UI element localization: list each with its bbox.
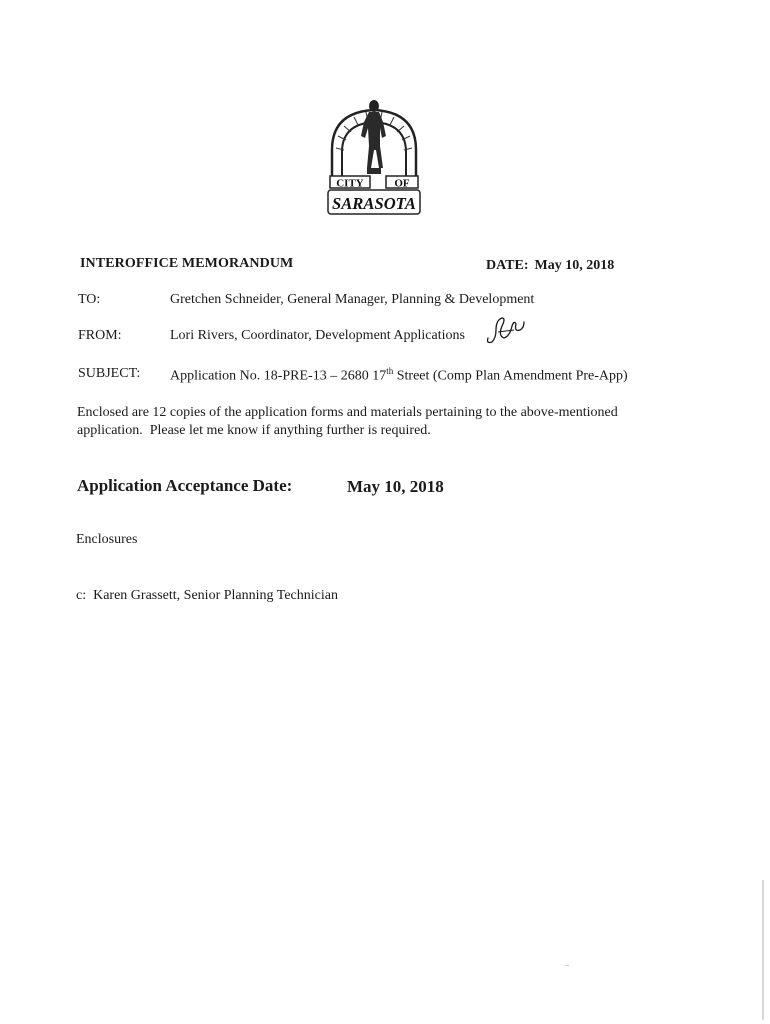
acceptance-label: Application Acceptance Date:	[77, 476, 293, 495]
cc-line: c: Karen Grassett, Senior Planning Technician	[76, 588, 338, 603]
subject-value	[170, 366, 628, 385]
initials-signature	[484, 312, 526, 346]
city-of-sarasota-logo	[326, 98, 422, 218]
memo-body	[77, 404, 677, 440]
acceptance-date-line	[77, 476, 444, 496]
from-label: FROM:	[78, 328, 122, 343]
acceptance-date-value: May 10, 2018	[347, 477, 444, 496]
date-label: DATE:	[486, 258, 529, 273]
to-value: Gretchen Schneider, General Manager, Planning & Development	[170, 292, 535, 307]
subject-prefix: Application No. 18-PRE-13 – 2680 17	[170, 368, 387, 384]
memo-date	[486, 258, 614, 274]
scan-edge-mark	[762, 880, 764, 1020]
scan-speck	[565, 965, 569, 966]
body-line-2: application. Please let me know if anything further is required.	[77, 423, 431, 438]
logo-city-text: CITY	[336, 177, 364, 190]
enclosures-label: Enclosures	[76, 532, 138, 547]
date-value: May 10, 2018	[534, 258, 615, 273]
body-line-1: Enclosed are 12 copies of the application forms and materials pertaining to the above-mentioned	[77, 405, 618, 420]
logo-sarasota-text: SARASOTA	[332, 194, 416, 213]
from-value: Lori Rivers, Coordinator, Development Applications	[170, 328, 465, 343]
logo-of-text: OF	[394, 177, 410, 190]
to-label: TO:	[78, 292, 101, 307]
subject-suffix: Street (Comp Plan Amendment Pre-App)	[393, 368, 628, 384]
memo-title: INTEROFFICE MEMORANDUM	[80, 256, 294, 271]
subject-label: SUBJECT:	[78, 366, 141, 381]
subject-superscript: th	[386, 366, 394, 376]
